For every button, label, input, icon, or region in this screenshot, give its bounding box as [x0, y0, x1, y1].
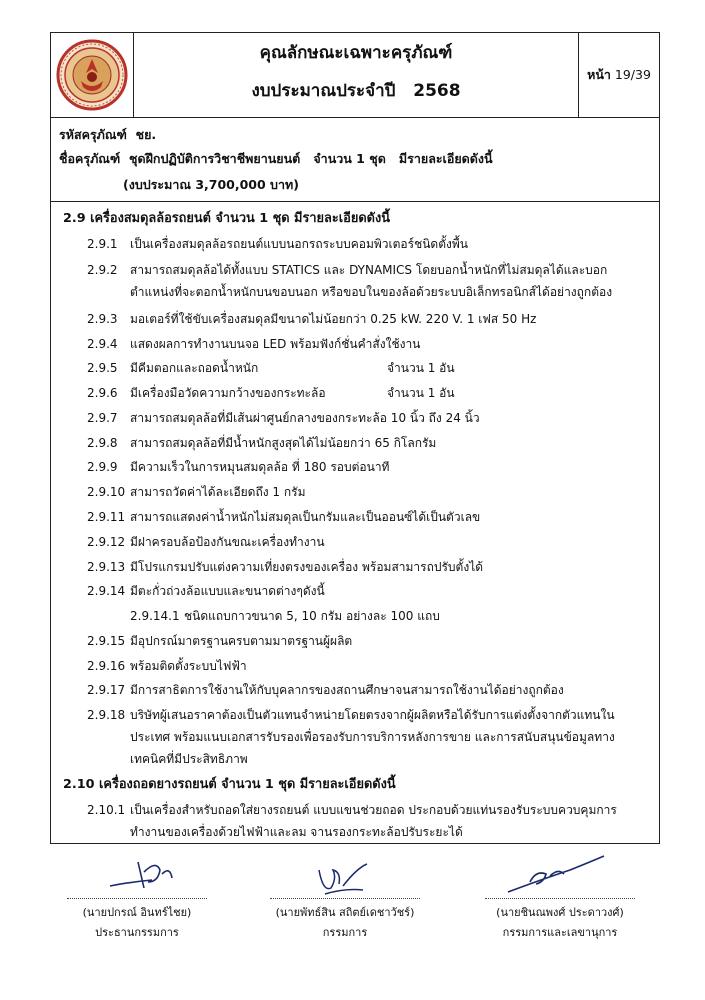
- spec-number: 2.9.9: [87, 460, 118, 474]
- signature-block-2: [255, 898, 435, 941]
- equipment-info: [51, 117, 659, 202]
- signatory-name: (นายพัทธ์สิน สถิตย์เดชาวัชร์): [275, 906, 415, 919]
- spec-text: มีอุปกรณ์มาตรฐานครบตามมาตรฐานผู้ผลิต: [130, 634, 353, 648]
- signature-3: [500, 852, 610, 898]
- equipment-code-line: [59, 125, 156, 145]
- spec-text: แสดงผลการทำงานบนจอ LED พร้อมฟังก์ชั่นคำสั่งใช้งาน: [130, 337, 421, 351]
- spec-text: มอเตอร์ที่ใช้ขับเครื่องสมดุลมีขนาดไม่น้อยกว่า 0.25 kW. 220 V. 1 เฟส 50 Hz: [130, 312, 537, 326]
- equipment-name-label: ชื่อครุภัณฑ์: [59, 151, 121, 166]
- spec-number: 2.9.4: [87, 337, 118, 351]
- spec-text: สามารถสมดุลล้อที่มีน้ำหนักสูงสุดได้ไม่น้อยกว่า 65 กิโลกรัม: [130, 436, 437, 450]
- spec-text: มีฝาครอบล้อป้องกันขณะเครื่องทำงาน: [130, 535, 325, 549]
- spec-text: มีโปรแกรมปรับแต่งความเที่ยงตรงของเครื่อง พร้อมสามารถปรับตั้งได้: [130, 560, 484, 574]
- spec-text: พร้อมติดตั้งระบบไฟฟ้า: [130, 659, 247, 673]
- budget-year-label: งบประมาณประจำปี: [251, 81, 396, 101]
- spec-number: 2.9.6: [87, 386, 118, 400]
- spec-number: 2.9.13: [87, 560, 126, 574]
- spec-text: สามารถสมดุลล้อที่มีเส้นผ่าศูนย์กลางของกระทะล้อ 10 นิ้ว ถึง 24 นิ้ว: [130, 411, 480, 425]
- spec-number: 2.9.15: [87, 634, 126, 648]
- spec-text: เป็นเครื่องสมดุลล้อรถยนต์แบบนอกรถระบบคอมพิวเตอร์ชนิดตั้งพื้น: [130, 237, 468, 251]
- equipment-name-value: ชุดฝึกปฏิบัติการวิชาชีพยานยนต์: [129, 151, 301, 166]
- spec-text: มีตะกั่วถ่วงล้อแบบและขนาดต่างๆดังนี้: [130, 584, 325, 598]
- signature-1: [100, 852, 190, 896]
- spec-number: 2.9.14.1: [130, 609, 180, 623]
- spec-number: 2.9.11: [87, 510, 126, 524]
- equipment-code-label: รหัสครุภัณฑ์: [59, 127, 127, 142]
- spec-number: 2.9.8: [87, 436, 118, 450]
- signature-block-3: [470, 898, 650, 941]
- budget-amount: (งบประมาณ 3,700,000 บาท): [123, 177, 299, 192]
- spec-number: 2.9.3: [87, 312, 118, 326]
- section-2-9-title: 2.9 เครื่องสมดุลล้อรถยนต์ จำนวน 1 ชุด มีรายละเอียดดังนี้: [63, 211, 390, 226]
- document-title: คุณลักษณะเฉพาะครุภัณฑ์: [259, 43, 453, 63]
- signatory-role: ประธานกรรมการ: [95, 926, 179, 939]
- equipment-qty: จำนวน 1 ชุด: [313, 151, 386, 166]
- budget-year-line: [133, 77, 579, 104]
- spec-number: 2.9.14: [87, 584, 126, 598]
- spec-number: 2.9.7: [87, 411, 118, 425]
- page-number: [579, 65, 659, 85]
- document-frame: [50, 32, 660, 844]
- spec-number: 2.9.2: [87, 263, 118, 277]
- equipment-name-line: [59, 149, 493, 169]
- document-header: [51, 33, 659, 118]
- signatory-role: กรรมการ: [322, 926, 368, 939]
- page-value: 19/39: [614, 67, 651, 82]
- spec-number: 2.9.18: [87, 708, 126, 722]
- signature-line: [67, 898, 207, 899]
- spec-number: 2.10.1: [87, 803, 126, 817]
- vec-emblem-logo: [51, 33, 133, 117]
- spec-quantity: จำนวน 1 อัน: [387, 361, 455, 375]
- spec-text: สามารถวัดค่าได้ละเอียดถึง 1 กรัม: [130, 485, 306, 499]
- signatory-role: กรรมการและเลขานุการ: [502, 926, 618, 939]
- signature-block-1: [62, 898, 212, 941]
- section-2-10-title: 2.10 เครื่องถอดยางรถยนต์ จำนวน 1 ชุด มีรายละเอียดดังนี้: [63, 777, 396, 792]
- equipment-detail-label: มีรายละเอียดดังนี้: [398, 151, 493, 166]
- spec-text: มีความเร็วในการหมุนสมดุลล้อ ที่ 180 รอบต่อนาที: [130, 460, 390, 474]
- equipment-code-value: ชย.: [135, 127, 157, 142]
- page-number-cell: [578, 33, 659, 117]
- logo-cell: [51, 33, 134, 117]
- spec-text: บริษัทผู้เสนอราคาต้องเป็นตัวแทนจำหน่ายโดยตรงจากผู้ผลิตหรือได้รับการแต่งตั้งจากตัวแทนในประเทศ พร้อมแนบเอกสารรับรองเพื่อรองรับการบริการหลังการขาย และการสนับสนุนข้อมูลทางเทคนิคที่มีประสิทธิภาพ: [130, 708, 615, 766]
- spec-text: เป็นเครื่องสำหรับถอดใส่ยางรถยนต์ แบบแขนช่วยถอด ประกอบด้วยแท่นรองรับระบบควบคุมการทำงานของเครื่องด้วยไฟฟ้าและลม จานรองกระทะล้อปรับระยะได้: [130, 803, 617, 839]
- spec-number: 2.9.10: [87, 485, 126, 499]
- spec-text: สามารถสมดุลล้อได้ทั้งแบบ STATICS และ DYNAMICS โดยบอกน้ำหนักที่ไม่สมดุลได้และบอกตำแหน่งที่จะตอกน้ำหนักบนขอบนอก หรือขอบในของล้อด้วยระบบอิเล็กทรอนิกส์ได้อย่างถูกต้อง: [130, 263, 613, 299]
- spec-text: มีการสาธิตการใช้งานให้กับบุคลากรของสถานศึกษาจนสามารถใช้งานได้อย่างถูกต้อง: [130, 683, 564, 697]
- spec-text: ชนิดแถบกาวขนาด 5, 10 กรัม อย่างละ 100 แถบ: [184, 609, 440, 623]
- spec-number: 2.9.16: [87, 659, 126, 673]
- spec-number: 2.9.12: [87, 535, 126, 549]
- signature-2: [305, 858, 385, 900]
- spec-text: มีคีมตอกและถอดน้ำหนัก: [130, 361, 259, 375]
- signature-line: [485, 898, 635, 899]
- spec-quantity: จำนวน 1 อัน: [387, 386, 455, 400]
- spec-number: 2.9.1: [87, 237, 118, 251]
- signature-line: [270, 898, 420, 899]
- signatory-name: (นายชินณพงศ์ ประดาวงศ์): [496, 906, 624, 919]
- spec-text: สามารถแสดงค่าน้ำหนักไม่สมดุลเป็นกรัมและเป็นออนซ์ได้เป็นตัวเลข: [130, 510, 481, 524]
- page-label: หน้า: [587, 67, 611, 82]
- spec-text: มีเครื่องมือวัดความกว้างของกระทะล้อ: [130, 386, 326, 400]
- budget-year-value: 2568: [413, 81, 461, 101]
- signatory-name: (นายปกรณ์ อินทร์ไชย): [82, 906, 192, 919]
- spec-number: 2.9.5: [87, 361, 118, 375]
- spec-number: 2.9.17: [87, 683, 126, 697]
